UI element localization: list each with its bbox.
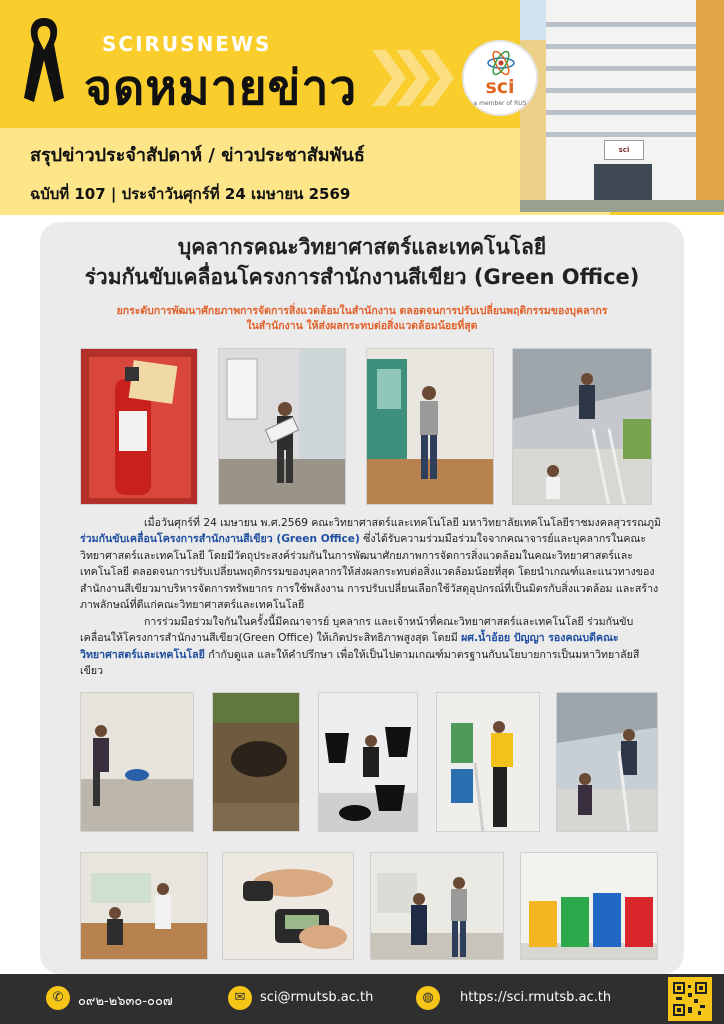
paragraph-1-highlight: ร่วมกันขับเคลื่อนโครงการสำนักงานสีเขียว (Green Office) bbox=[80, 533, 360, 546]
photo-staff-carrying-lamp bbox=[218, 348, 346, 505]
photo-office-staff bbox=[80, 852, 208, 960]
globe-icon: ◍ bbox=[416, 986, 440, 1010]
photo-soil-pit bbox=[212, 692, 300, 832]
article-paragraph-2 bbox=[80, 614, 662, 680]
newsletter-subtitle: สรุปข่าวประจำสัปดาห์ / ข่าวประชาสัมพันธ์ bbox=[30, 145, 365, 166]
photo-outdoor-ladder bbox=[556, 692, 658, 832]
article-lede bbox=[0, 304, 724, 334]
photo-staff-presenting bbox=[366, 348, 494, 505]
faculty-logo bbox=[462, 40, 538, 116]
logo-tagline: a member of RUS bbox=[473, 100, 527, 107]
qr-code-icon[interactable] bbox=[668, 977, 712, 1021]
contact-footer bbox=[0, 974, 724, 1024]
footer-phone[interactable]: ๐๙๒-๒๖๓๐-๐๐๗ bbox=[78, 994, 173, 1009]
brand-name: SCIRUSNEWS bbox=[102, 32, 272, 56]
photo-ladder-ceiling-work bbox=[512, 348, 652, 505]
logo-wordmark: sci bbox=[485, 76, 515, 98]
photo-waste-sorting-bins bbox=[520, 852, 658, 960]
atom-icon bbox=[486, 50, 516, 76]
chevron-decoration-icon bbox=[372, 50, 454, 106]
faculty-building-photo bbox=[520, 0, 724, 212]
photo-staff-group bbox=[370, 852, 504, 960]
footer-website[interactable]: https://sci.rmutsb.ac.th bbox=[460, 990, 612, 1005]
building-sign: sci bbox=[604, 140, 644, 160]
newsletter-title: จดหมายข่าว bbox=[84, 60, 358, 116]
photo-recycle-bins bbox=[318, 692, 418, 832]
paragraph-1-text: เมื่อวันศุกร์ที่ 24 เมษายน พ.ศ.2569 คณะวิทยาศาสตร์และเทคโนโลยี มหาวิทยาลัยเทคโนโลยีราชมงคลสุวรรณภูมิ bbox=[144, 517, 661, 529]
paragraph-1-text-cont: ซึ่งได้รับความร่วมมือร่วมใจจากคณาจารย์และบุคลากรในคณะวิทยาศาสตร์และเทคโนโลยี โดยมีวัตถุประสงค์ร่วมกันในการพัฒนาศักยภาพการจัดการสิ่งแวดล้อมในคณะวิทยาศาสตร์และเทคโนโลยี ตลอดจนการปรับเปลี่ยนพฤติกรรมของบุคลากรให้ส่งผลกระทบต่อสิ่งแวดล้อมน้อยที่สุด โดยนำเกณฑ์และแนวทางของสำนักงานสีเขียวมาบริหารจัดการทรัพยากร การใช้พลังงาน การปรับเปลี่ยนเลือกใช้วัสดุอุปกรณ์ที่เป็นมิตรกับสิ่งแวดล้อม และสร้างภาพลักษณ์ที่ดีแก่คณะวิทยาศาสตร์และเทคโนโลยี bbox=[80, 533, 659, 612]
headline-line-2: ร่วมกันขับเคลื่อนโครงการสำนักงานสีเขียว (Green Office) bbox=[84, 265, 640, 289]
photo-fire-extinguisher bbox=[80, 348, 198, 505]
paragraph-2-text: การร่วมมือร่วมใจกันในครั้งนี้มีคณาจารย์ บุคลากร และเจ้าหน้าที่คณะวิทยาศาสตร์และเทคโนโลยี ร่วมกันขับเคลื่อนให้โครงการสำนักงานสีเขียว(Green Office) ให้เกิดประสิทธิภาพสูงสุด โดยมี bbox=[80, 616, 634, 645]
newsletter-header bbox=[0, 0, 724, 215]
article-headline bbox=[0, 232, 724, 292]
paragraph-2-text-cont: กำกับดูแล และให้คำปรึกษา เพื่อให้เป็นไปตามเกณฑ์มาตรฐานกับนโยบายการเป็นมหาวิทยาลัยสีเขียว bbox=[80, 648, 640, 678]
envelope-icon: ✉ bbox=[228, 986, 252, 1010]
phone-icon: ✆ bbox=[46, 986, 70, 1010]
paragraph-2-highlight: ผศ.น้ำอ้อย ปัญญา รองคณบดีคณะวิทยาศาสตร์และเทคโนโลยี bbox=[80, 632, 619, 661]
issue-info: ฉบับที่ 107 | ประจำวันศุกร์ที่ 24 เมษายน 2569 bbox=[30, 185, 351, 203]
lede-line-1: ยกระดับการพัฒนาศักยภาพการจัดการสิ่งแวดล้อมในสำนักงาน ตลอดจนการปรับเปลี่ยนพฤติกรรมของบุคลากร bbox=[116, 305, 608, 317]
photo-wall-poster-ladder bbox=[436, 692, 540, 832]
photo-floor-cleaning bbox=[80, 692, 194, 832]
headline-line-1: บุคลากรคณะวิทยาศาสตร์และเทคโนโลยี bbox=[177, 235, 547, 259]
mourning-ribbon-icon bbox=[20, 14, 68, 104]
photo-light-meter bbox=[222, 852, 354, 960]
article-paragraph-1 bbox=[80, 515, 662, 613]
footer-email[interactable]: sci@rmutsb.ac.th bbox=[260, 990, 374, 1005]
lede-line-2: ในสำนักงาน ให้ส่งผลกระทบต่อสิ่งแวดล้อมน้อยที่สุด bbox=[246, 320, 478, 332]
